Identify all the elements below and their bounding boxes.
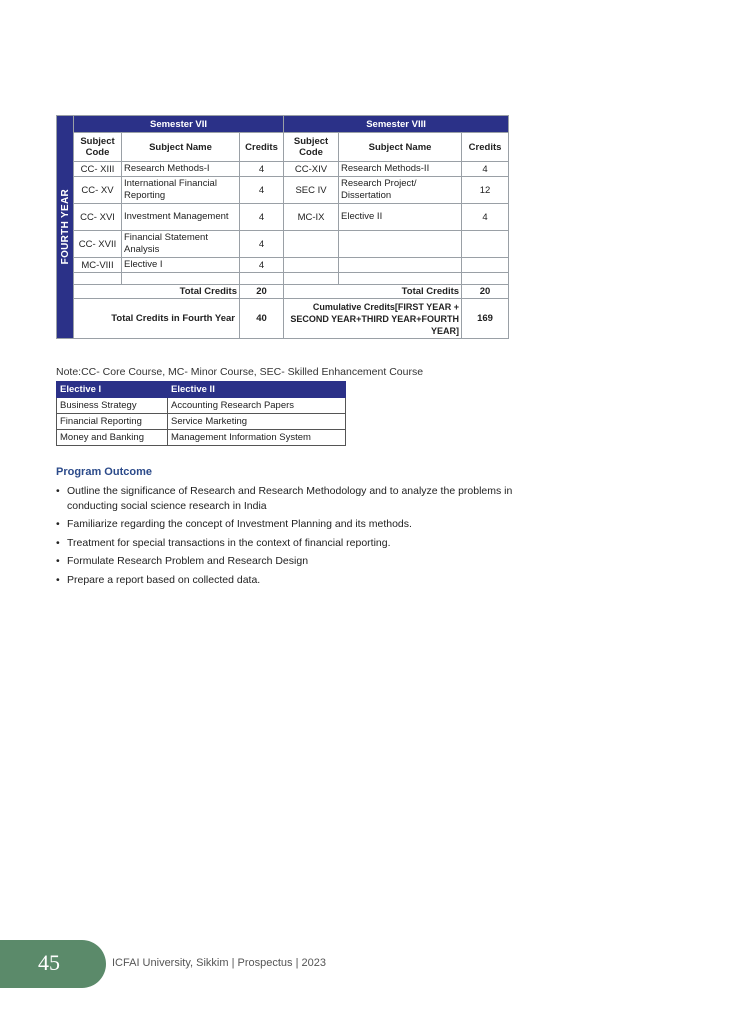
credits-cell: 4	[240, 204, 284, 231]
subject-name-cell: Research Methods-I	[122, 162, 240, 177]
subject-name-cell: Financial Statement Analysis	[122, 231, 240, 258]
subject-code-cell: CC- XIII	[74, 162, 122, 177]
table-row	[57, 430, 346, 446]
credits-cell: 4	[240, 258, 284, 273]
subject-code-cell: CC- XVII	[74, 231, 122, 258]
subject-name-cell: Elective I	[122, 258, 240, 273]
subject-name-cell: Research Methods-II	[339, 162, 462, 177]
credits-header: Credits	[462, 133, 509, 162]
list-item: • Familiarize regarding the concept of Investment Planning and its methods.	[56, 517, 516, 532]
page-number: 45	[38, 950, 60, 975]
credits-cell: 4	[240, 162, 284, 177]
subject-code-header: Subject Code	[74, 133, 122, 162]
footer-text: ICFAI University, Sikkim | Prospectus | 2023	[112, 957, 326, 969]
elective-ii-header: Elective II	[168, 382, 346, 398]
list-item: • Prepare a report based on collected data.	[56, 573, 516, 588]
subject-code-cell: SEC IV	[284, 177, 339, 204]
subject-name-cell	[339, 258, 462, 273]
program-outcome-title: Program Outcome	[56, 466, 152, 478]
course-abbreviation-note: Note:CC- Core Course, MC- Minor Course, SEC- Skilled Enhancement Course	[56, 366, 424, 378]
credits-header: Credits	[240, 133, 284, 162]
subject-code-cell: CC- XVI	[74, 204, 122, 231]
credits-cell	[462, 258, 509, 273]
table-row	[57, 177, 509, 204]
table-row	[57, 398, 346, 414]
subject-code-cell: MC-IX	[284, 204, 339, 231]
subject-code-cell: CC-XIV	[284, 162, 339, 177]
subject-name-cell: Research Project/ Dissertation	[339, 177, 462, 204]
subject-name-header: Subject Name	[339, 133, 462, 162]
subject-name-cell: Investment Management	[122, 204, 240, 231]
program-outcome-list	[56, 484, 516, 591]
total-credits-viii: 20	[462, 285, 509, 299]
table-row	[57, 258, 509, 273]
elective-cell: Accounting Research Papers	[168, 398, 346, 414]
subject-code-cell: CC- XV	[74, 177, 122, 204]
subject-code-header: Subject Code	[284, 133, 339, 162]
subject-name-cell: International Financial Reporting	[122, 177, 240, 204]
credits-cell	[462, 231, 509, 258]
grand-total-row	[57, 299, 509, 339]
total-credits-label: Total Credits	[284, 285, 462, 299]
fourth-year-credits-table	[56, 115, 509, 339]
subject-name-cell: Elective II	[339, 204, 462, 231]
electives-table	[56, 381, 346, 446]
elective-cell: Business Strategy	[57, 398, 168, 414]
credits-cell: 4	[240, 231, 284, 258]
elective-cell: Management Information System	[168, 430, 346, 446]
semester-vii-header: Semester VII	[74, 116, 284, 133]
subject-name-cell	[339, 231, 462, 258]
credits-cell: 4	[240, 177, 284, 204]
credits-cell: 12	[462, 177, 509, 204]
cumulative-credits-label: Cumulative Credits[FIRST YEAR + SECOND YEAR+THIRD YEAR+FOURTH YEAR]	[284, 299, 462, 339]
list-item: • Outline the significance of Research and Research Methodology and to analyze the problems in conducting social science research in India	[56, 484, 516, 513]
subject-code-cell	[284, 231, 339, 258]
elective-cell: Money and Banking	[57, 430, 168, 446]
total-fourth-year-value: 40	[240, 299, 284, 339]
table-row	[57, 414, 346, 430]
total-credits-label: Total Credits	[74, 285, 240, 299]
credits-cell: 4	[462, 162, 509, 177]
semester-viii-header: Semester VIII	[284, 116, 509, 133]
credits-cell: 4	[462, 204, 509, 231]
table-row	[57, 162, 509, 177]
list-item: • Formulate Research Problem and Research Design	[56, 554, 516, 569]
subject-code-cell	[284, 258, 339, 273]
table-row	[57, 204, 509, 231]
empty-row	[57, 273, 509, 285]
subject-code-cell: MC-VIII	[74, 258, 122, 273]
elective-i-header: Elective I	[57, 382, 168, 398]
total-fourth-year-label: Total Credits in Fourth Year	[74, 299, 240, 339]
cumulative-credits-value: 169	[462, 299, 509, 339]
elective-cell: Financial Reporting	[57, 414, 168, 430]
subject-name-header: Subject Name	[122, 133, 240, 162]
table-row	[57, 231, 509, 258]
total-credits-row	[57, 285, 509, 299]
fourth-year-side-label: FOURTH YEAR	[57, 116, 74, 339]
list-item: • Treatment for special transactions in the context of financial reporting.	[56, 536, 516, 551]
elective-cell: Service Marketing	[168, 414, 346, 430]
total-credits-vii: 20	[240, 285, 284, 299]
